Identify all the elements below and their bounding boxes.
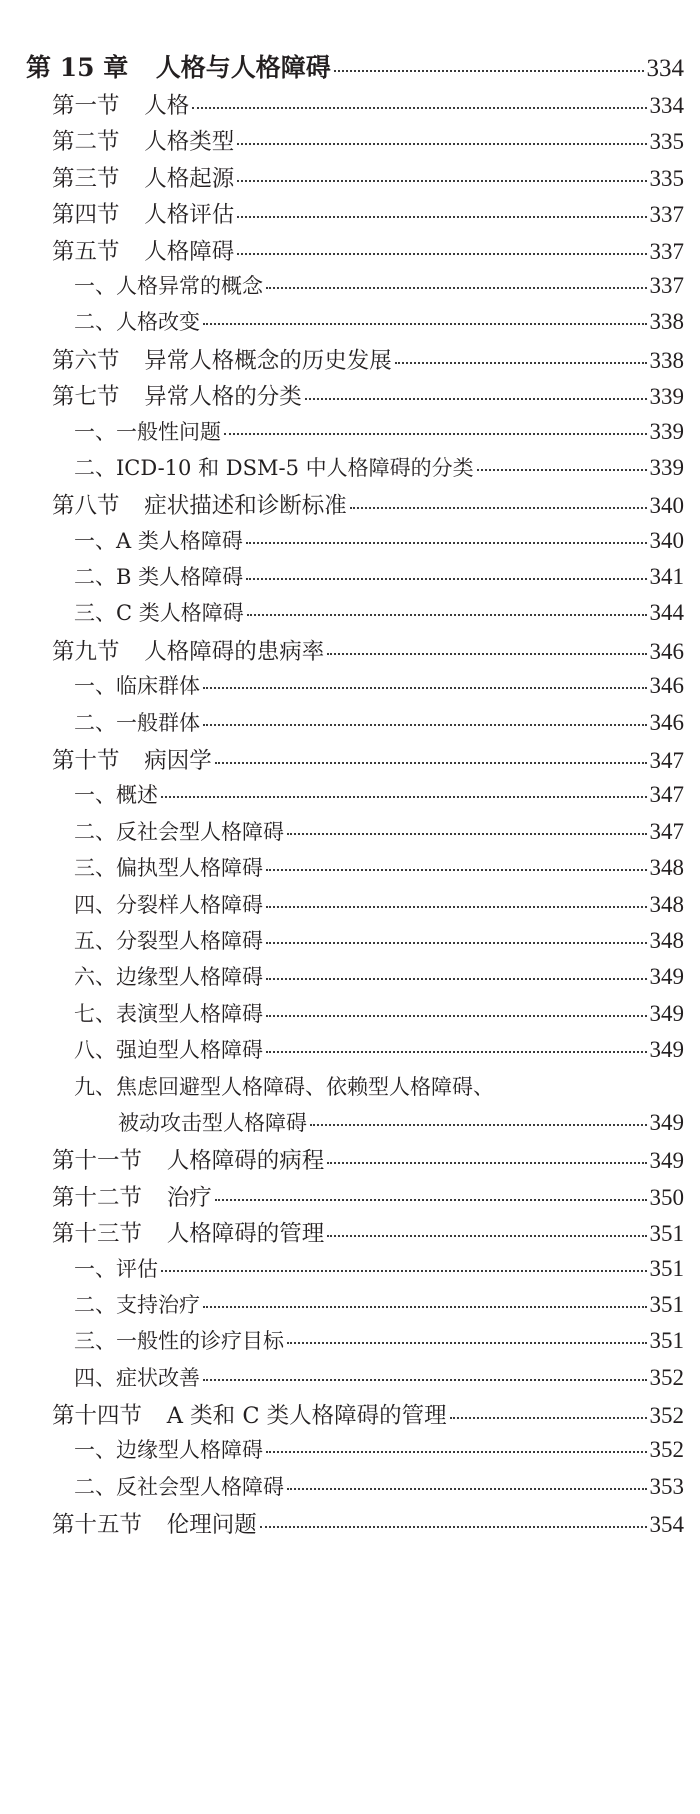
toc-entry-title xyxy=(52,488,347,520)
toc-entry-text: 一、一般性问题 xyxy=(74,419,221,444)
toc-page-number: 352 xyxy=(649,1364,684,1390)
toc-entry-text: 二、一般群体 xyxy=(74,710,200,735)
toc-page-number: 335 xyxy=(649,165,684,191)
toc-page-number: 349 xyxy=(649,964,684,990)
toc-page-number: 353 xyxy=(649,1473,684,1499)
toc-entry-number: 第六节 xyxy=(52,347,120,374)
toc-subsection-entry[interactable] xyxy=(0,816,700,852)
toc-entry-title xyxy=(74,889,263,919)
toc-page-number: 348 xyxy=(649,927,684,953)
toc-entry-title xyxy=(74,1362,200,1392)
dot-leader xyxy=(266,1051,647,1053)
toc-entry-text: 病因学 xyxy=(144,748,212,775)
toc-entry-text: 人格起源 xyxy=(144,165,235,192)
toc-page-number: 339 xyxy=(649,384,684,410)
toc-section-entry[interactable] xyxy=(0,379,700,415)
toc-subsection-entry[interactable] xyxy=(0,525,700,561)
dot-leader xyxy=(260,1526,647,1528)
toc-page-number: 346 xyxy=(649,638,684,664)
toc-page-number: 339 xyxy=(649,418,684,444)
toc-entry-title xyxy=(52,343,392,375)
toc-chapter-entry[interactable] xyxy=(0,48,700,88)
toc-subsection-entry[interactable] xyxy=(0,889,700,925)
dot-leader xyxy=(247,614,647,616)
dot-leader xyxy=(161,796,647,798)
toc-subsection-entry[interactable] xyxy=(0,1325,700,1361)
toc-entry-title xyxy=(74,925,263,955)
toc-page-number: 340 xyxy=(649,527,684,553)
toc-entry-title xyxy=(74,1434,263,1464)
toc-entry-text: 二、支持治疗 xyxy=(74,1292,200,1317)
toc-entry-number: 第十节 xyxy=(52,748,120,775)
toc-section-entry[interactable] xyxy=(0,488,700,524)
toc-page-number: 334 xyxy=(646,55,684,82)
toc-entry-text: 人格与人格障碍 xyxy=(155,53,331,82)
toc-entry-title xyxy=(118,1107,307,1137)
toc-page-number: 338 xyxy=(649,309,684,335)
toc-subsection-entry[interactable] xyxy=(0,597,700,633)
toc-entry-title xyxy=(52,1143,324,1175)
toc-entry-text: 一、A 类人格障碍 xyxy=(74,528,243,553)
toc-page-number: 351 xyxy=(649,1255,684,1281)
toc-entry-title xyxy=(74,270,263,300)
toc-entry-title xyxy=(52,743,212,775)
toc-subsection-entry[interactable] xyxy=(0,779,700,815)
toc-entry-text: 人格 xyxy=(144,93,190,119)
toc-entry-title xyxy=(74,670,200,700)
toc-page-number: 341 xyxy=(649,564,684,590)
toc-page-number: 335 xyxy=(649,129,684,155)
dot-leader xyxy=(287,833,647,835)
toc-entry-title xyxy=(74,779,158,809)
dot-leader xyxy=(203,687,647,689)
toc-subsection-entry[interactable] xyxy=(0,925,700,961)
toc-page-number: 347 xyxy=(649,782,684,808)
toc-page-number: 349 xyxy=(649,1000,684,1026)
toc-section-entry[interactable] xyxy=(0,1398,700,1434)
toc-page-number: 344 xyxy=(649,600,684,626)
toc-page-number: 351 xyxy=(649,1328,684,1354)
toc-entry-number: 第七节 xyxy=(52,384,120,411)
dot-leader xyxy=(327,653,646,655)
toc-section-entry[interactable] xyxy=(0,1507,700,1543)
toc-entry-text: 二、B 类人格障碍 xyxy=(74,565,244,590)
toc-entry-text: 五、分裂型人格障碍 xyxy=(74,928,263,953)
toc-entry-text: 二、反社会型人格障碍 xyxy=(74,819,284,844)
toc-page-number: 339 xyxy=(649,454,684,480)
toc-entry-title xyxy=(52,124,234,156)
toc-page-number: 338 xyxy=(649,347,684,373)
dot-leader xyxy=(266,942,647,944)
dot-leader xyxy=(203,323,647,325)
dot-leader xyxy=(215,762,647,764)
toc-entry-text: 一、概述 xyxy=(74,783,158,808)
toc-entry-title xyxy=(26,48,331,84)
toc-entry-title xyxy=(74,1289,200,1319)
toc-entry-text: 人格类型 xyxy=(144,129,235,156)
toc-subsection-entry[interactable] xyxy=(0,1071,700,1107)
toc-entry-text: 八、强迫型人格障碍 xyxy=(74,1038,263,1063)
toc-entry-number: 第八节 xyxy=(52,493,120,520)
toc-entry-number: 第二节 xyxy=(52,129,120,156)
toc-entry-number: 第三节 xyxy=(52,165,120,192)
dot-leader xyxy=(203,1379,647,1381)
toc-page-number: 346 xyxy=(649,673,684,699)
toc-entry-title xyxy=(52,161,234,193)
dot-leader xyxy=(450,1417,647,1419)
toc-entry-text: 异常人格概念的历史发展 xyxy=(144,347,392,374)
dot-leader xyxy=(266,906,647,908)
toc-subsection-entry[interactable] xyxy=(0,1107,700,1143)
toc-entry-title xyxy=(52,1398,447,1430)
toc-entry-number: 第一节 xyxy=(52,93,120,119)
dot-leader xyxy=(203,1306,647,1308)
dot-leader xyxy=(237,143,646,145)
dot-leader xyxy=(287,1488,647,1490)
dot-leader xyxy=(266,1451,647,1453)
toc-entry-title xyxy=(52,197,234,229)
toc-page-number: 334 xyxy=(649,93,684,118)
dot-leader xyxy=(287,1342,647,1344)
toc-subsection-entry[interactable] xyxy=(0,998,700,1034)
toc-subsection-entry[interactable] xyxy=(0,1289,700,1325)
toc-entry-text: 九、焦虑回避型人格障碍、依赖型人格障碍、 xyxy=(74,1074,494,1099)
toc-entry-text: 人格障碍的患病率 xyxy=(144,638,325,665)
toc-page-number: 350 xyxy=(649,1184,684,1210)
toc-entry-number: 第十一节 xyxy=(52,1148,143,1175)
toc-page-number: 352 xyxy=(649,1437,684,1463)
toc-section-entry[interactable] xyxy=(0,1216,700,1252)
toc-entry-title xyxy=(74,852,263,882)
dot-leader xyxy=(246,578,646,580)
toc-subsection-entry[interactable] xyxy=(0,270,700,306)
dot-leader xyxy=(327,1235,646,1237)
toc-entry-text: 被动攻击型人格障碍 xyxy=(118,1110,307,1135)
dot-leader xyxy=(237,253,646,255)
dot-leader xyxy=(237,180,646,182)
dot-leader xyxy=(266,1015,647,1017)
toc-entry-title xyxy=(52,1180,212,1212)
dot-leader xyxy=(327,1162,646,1164)
toc-entry-text: 人格障碍 xyxy=(144,238,235,265)
toc-entry-number: 第九节 xyxy=(52,638,120,665)
dot-leader xyxy=(246,542,647,544)
toc-subsection-entry[interactable] xyxy=(0,961,700,997)
toc-entry-title xyxy=(52,234,234,266)
toc-entry-title xyxy=(74,707,200,737)
toc-entry-number: 第五节 xyxy=(52,238,120,265)
dot-leader xyxy=(203,724,647,726)
toc-section-entry[interactable] xyxy=(0,161,700,197)
toc-page-number: 349 xyxy=(649,1109,684,1135)
toc-page-number: 352 xyxy=(649,1403,684,1429)
toc-entry-text: 二、反社会型人格障碍 xyxy=(74,1474,284,1499)
toc-entry-text: 伦理问题 xyxy=(166,1512,257,1539)
toc-entry-text: A 类和 C 类人格障碍的管理 xyxy=(166,1403,447,1430)
toc-entry-text: 症状描述和诊断标准 xyxy=(144,493,347,520)
toc-section-entry[interactable] xyxy=(0,743,700,779)
dot-leader xyxy=(161,1270,647,1272)
toc-subsection-entry[interactable] xyxy=(0,561,700,597)
toc-entry-number: 第十二节 xyxy=(52,1184,143,1211)
toc-subsection-entry[interactable] xyxy=(0,1362,700,1398)
toc-entry-text: 异常人格的分类 xyxy=(144,384,302,411)
toc-entry-text: 四、症状改善 xyxy=(74,1365,200,1390)
toc-page-number: 349 xyxy=(649,1037,684,1063)
toc-entry-number: 第 15 章 xyxy=(26,53,129,82)
toc-section-entry[interactable] xyxy=(0,1143,700,1179)
toc-subsection-entry[interactable] xyxy=(0,452,700,488)
dot-leader xyxy=(350,507,647,509)
dot-leader xyxy=(334,70,644,72)
toc-entry-title xyxy=(52,1507,257,1539)
toc-entry-text: 治疗 xyxy=(166,1184,212,1211)
table-of-contents xyxy=(0,48,700,1544)
toc-page-number: 347 xyxy=(649,818,684,844)
toc-subsection-entry[interactable] xyxy=(0,306,700,342)
toc-page-number: 351 xyxy=(649,1291,684,1317)
toc-page-number: 340 xyxy=(649,493,684,519)
toc-entry-title xyxy=(74,306,200,336)
toc-entry-title xyxy=(52,379,302,411)
toc-entry-title xyxy=(74,561,243,591)
toc-section-entry[interactable] xyxy=(0,124,700,160)
toc-section-entry[interactable] xyxy=(0,197,700,233)
toc-subsection-entry[interactable] xyxy=(0,707,700,743)
toc-entry-number: 第四节 xyxy=(52,202,120,229)
toc-page-number: 337 xyxy=(649,202,684,228)
toc-entry-title xyxy=(74,416,221,446)
toc-page-number: 337 xyxy=(649,238,684,264)
toc-subsection-entry[interactable] xyxy=(0,1434,700,1470)
toc-entry-text: 一、评估 xyxy=(74,1256,158,1281)
toc-entry-text: 一、临床群体 xyxy=(74,674,200,699)
toc-entry-text: 二、ICD-10 和 DSM-5 中人格障碍的分类 xyxy=(74,455,474,480)
toc-subsection-entry[interactable] xyxy=(0,670,700,706)
toc-page-number: 348 xyxy=(649,891,684,917)
toc-entry-title xyxy=(52,1216,324,1248)
toc-entry-text: 人格评估 xyxy=(144,202,235,229)
toc-section-entry[interactable] xyxy=(0,343,700,379)
dot-leader xyxy=(215,1199,647,1201)
toc-entry-title xyxy=(74,961,263,991)
toc-subsection-entry[interactable] xyxy=(0,1253,700,1289)
toc-entry-title xyxy=(74,1325,284,1355)
toc-section-entry[interactable] xyxy=(0,634,700,670)
toc-entry-text: 三、偏执型人格障碍 xyxy=(74,856,263,881)
toc-subsection-entry[interactable] xyxy=(0,1034,700,1070)
dot-leader xyxy=(224,433,647,435)
toc-section-entry[interactable] xyxy=(0,88,700,124)
toc-entry-title xyxy=(74,816,284,846)
toc-entry-title xyxy=(74,525,243,555)
dot-leader xyxy=(395,362,647,364)
dot-leader xyxy=(192,107,646,109)
toc-subsection-entry[interactable] xyxy=(0,852,700,888)
toc-page-number: 348 xyxy=(649,855,684,881)
toc-section-entry[interactable] xyxy=(0,234,700,270)
toc-entry-title xyxy=(52,88,189,120)
toc-page-number: 346 xyxy=(649,709,684,735)
toc-subsection-entry[interactable] xyxy=(0,416,700,452)
toc-entry-text: 一、人格异常的概念 xyxy=(74,273,263,298)
toc-entry-text: 四、分裂样人格障碍 xyxy=(74,892,263,917)
toc-entry-text: 人格障碍的病程 xyxy=(166,1148,325,1175)
toc-entry-number: 第十五节 xyxy=(52,1512,143,1539)
toc-entry-title xyxy=(74,1253,158,1283)
toc-page-number: 354 xyxy=(649,1512,684,1538)
dot-leader xyxy=(310,1124,647,1126)
toc-entry-title xyxy=(74,998,263,1028)
dot-leader xyxy=(266,978,647,980)
toc-entry-title xyxy=(74,597,244,627)
toc-page-number: 349 xyxy=(649,1148,684,1174)
dot-leader xyxy=(266,287,647,289)
toc-subsection-entry[interactable] xyxy=(0,1471,700,1507)
toc-page-number: 337 xyxy=(649,272,684,298)
toc-entry-title xyxy=(74,1034,263,1064)
toc-entry-title xyxy=(74,452,474,482)
toc-entry-text: 二、人格改变 xyxy=(74,310,200,335)
toc-page-number: 351 xyxy=(649,1221,684,1247)
toc-entry-title xyxy=(74,1471,284,1501)
toc-entry-text: 三、一般性的诊疗目标 xyxy=(74,1329,284,1354)
toc-entry-text: 三、C 类人格障碍 xyxy=(74,601,244,626)
toc-entry-text: 六、边缘型人格障碍 xyxy=(74,965,263,990)
toc-page-number: 347 xyxy=(649,748,684,774)
toc-entry-number: 第十三节 xyxy=(52,1221,143,1248)
toc-entry-title xyxy=(52,634,324,666)
toc-entry-text: 人格障碍的管理 xyxy=(166,1221,325,1248)
dot-leader xyxy=(237,216,646,218)
toc-entry-text: 七、表演型人格障碍 xyxy=(74,1001,263,1026)
dot-leader xyxy=(477,469,647,471)
toc-entry-title xyxy=(74,1071,494,1101)
toc-section-entry[interactable] xyxy=(0,1180,700,1216)
dot-leader xyxy=(305,398,647,400)
toc-entry-number: 第十四节 xyxy=(52,1403,143,1430)
toc-entry-text: 一、边缘型人格障碍 xyxy=(74,1438,263,1463)
dot-leader xyxy=(266,869,647,871)
